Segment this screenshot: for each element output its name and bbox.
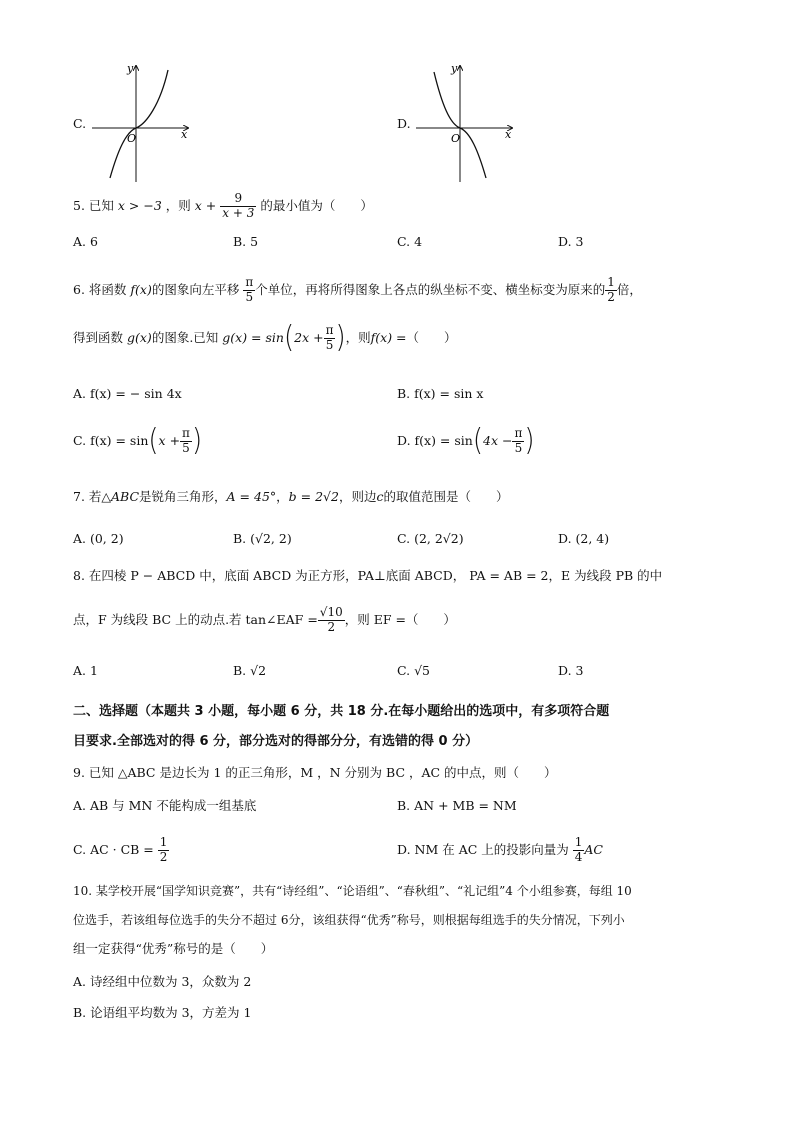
q5-cond: x > −3 — [117, 197, 162, 213]
q4-option-d-label[interactable]: D. — [397, 116, 411, 131]
q5-option-b[interactable]: B. 5 — [233, 234, 259, 249]
q5-fraction: $\frac{9}{x + 3}$ — [222, 191, 255, 220]
q9-option-c[interactable]: C. AC · CB = $\frac{1}{2}$ — [73, 835, 168, 864]
q9-option-d[interactable]: D. NM 在 AC 上的投影向量为 $\frac{1}{4}$ AC — [397, 835, 603, 864]
question-7: 7. 若△ABC是锐角三角形，A = 45°，b = 2√2，则边c的取值范围是（ ） — [73, 489, 509, 504]
q8-option-b[interactable]: B. √2 — [233, 663, 267, 678]
q10-option-a[interactable]: A. 诗经组中位数为 3，众数为 2 — [73, 974, 252, 989]
q6-option-b[interactable]: B. f(x) = sin x — [397, 386, 484, 401]
q4-option-c-label[interactable]: C. — [73, 116, 87, 131]
q7-option-c[interactable]: C. (2, 2√2) — [397, 531, 464, 546]
q7-option-d[interactable]: D. (2, 4) — [558, 531, 610, 546]
q6-option-c[interactable]: C. f(x) = sin(x + $\frac{\pi}{5}$ ) — [73, 424, 203, 459]
section-2-heading-line-2: 目要求.全部选对的得 6 分，部分选对的得部分分，有选错的得 0 分） — [73, 734, 479, 749]
graph-d — [412, 60, 522, 185]
question-8-line-1: 8. 在四棱 P − ABCD 中，底面 ABCD 为正方形，PA⊥底面 ABCD， PA = AB = 2，E 为线段 PB 的中 — [73, 568, 663, 583]
question-9: 9. 已知 △ABC 是边长为 1 的正三角形，M ，N 分别为 BC ，AC 的中点，则（ ） — [73, 765, 557, 780]
q5-tail: 的最小值为（ ） — [260, 197, 373, 213]
graph-d-origin-label: O — [451, 132, 461, 145]
q5-num: 5. 已知 — [73, 197, 114, 213]
question-10-line-3: 组一定获得“优秀”称号的是（ ） — [73, 941, 274, 956]
graph-c-y-label: y — [127, 62, 134, 75]
graph-c-x-label: x — [181, 128, 188, 141]
q5-mid: ，则 — [165, 197, 191, 213]
q7-option-a[interactable]: A. (0, 2) — [73, 531, 124, 546]
q5-option-c[interactable]: C. 4 — [397, 234, 423, 249]
q7-option-b[interactable]: B. (√2, 2) — [233, 531, 292, 546]
graph-c — [88, 60, 198, 185]
graph-d-y-label: y — [451, 62, 458, 75]
question-6-line-1: 6. 将函数 f(x)的图象向左平移 $\frac{\pi}{5}$ 个单位，再将所得图象上各点的纵坐标不变、横坐标变为原来的 $\frac{1}{2}$ 倍， — [73, 275, 642, 304]
q6-option-d[interactable]: D. f(x) = sin(4x − $\frac{\pi}{5}$ ) — [397, 424, 535, 459]
question-8-line-2: 点，F 为线段 BC 上的动点.若 tan∠EAF = $\frac{√10}{2}$ ，则 EF =（ ） — [73, 605, 456, 634]
q9-option-a[interactable]: A. AB 与 MN 不能构成一组基底 — [73, 798, 257, 813]
q8-option-c[interactable]: C. √5 — [397, 663, 430, 678]
q9-option-b[interactable]: B. AN + MB = NM — [397, 798, 517, 813]
question-10-line-2: 位选手，若该组每位选手的失分不超过 6分，该组获得“优秀”称号，则根据每组选手的失分情况，下列小 — [73, 913, 625, 927]
question-6-line-2: 得到函数 g(x)的图象.已知 g(x) = sin(2x + $\frac{\pi}{5}$ )，则f(x) =（ ） — [73, 321, 457, 356]
graph-c-origin-label: O — [127, 132, 137, 145]
q5-expr: x + — [194, 197, 217, 213]
q6-option-a[interactable]: A. f(x) = − sin 4x — [73, 386, 182, 401]
graph-d-x-label: x — [505, 128, 512, 141]
q8-option-d[interactable]: D. 3 — [558, 663, 584, 678]
section-2-heading-line-1: 二、选择题（本题共 3 小题，每小题 6 分，共 18 分.在每小题给出的选项中，有多项符合题 — [73, 704, 610, 719]
question-5 — [73, 192, 373, 221]
q5-option-a[interactable]: A. 6 — [73, 234, 98, 249]
q5-option-d[interactable]: D. 3 — [558, 234, 584, 249]
graph-c-curve — [110, 70, 168, 178]
q8-option-a[interactable]: A. 1 — [73, 663, 98, 678]
question-10-line-1: 10. 某学校开展“国学知识竞赛”，共有“诗经组”、“论语组”、“春秋组”、“礼记组”4 个小组参赛，每组 10 — [73, 884, 632, 898]
q10-option-b[interactable]: B. 论语组平均数为 3，方差为 1 — [73, 1005, 252, 1020]
